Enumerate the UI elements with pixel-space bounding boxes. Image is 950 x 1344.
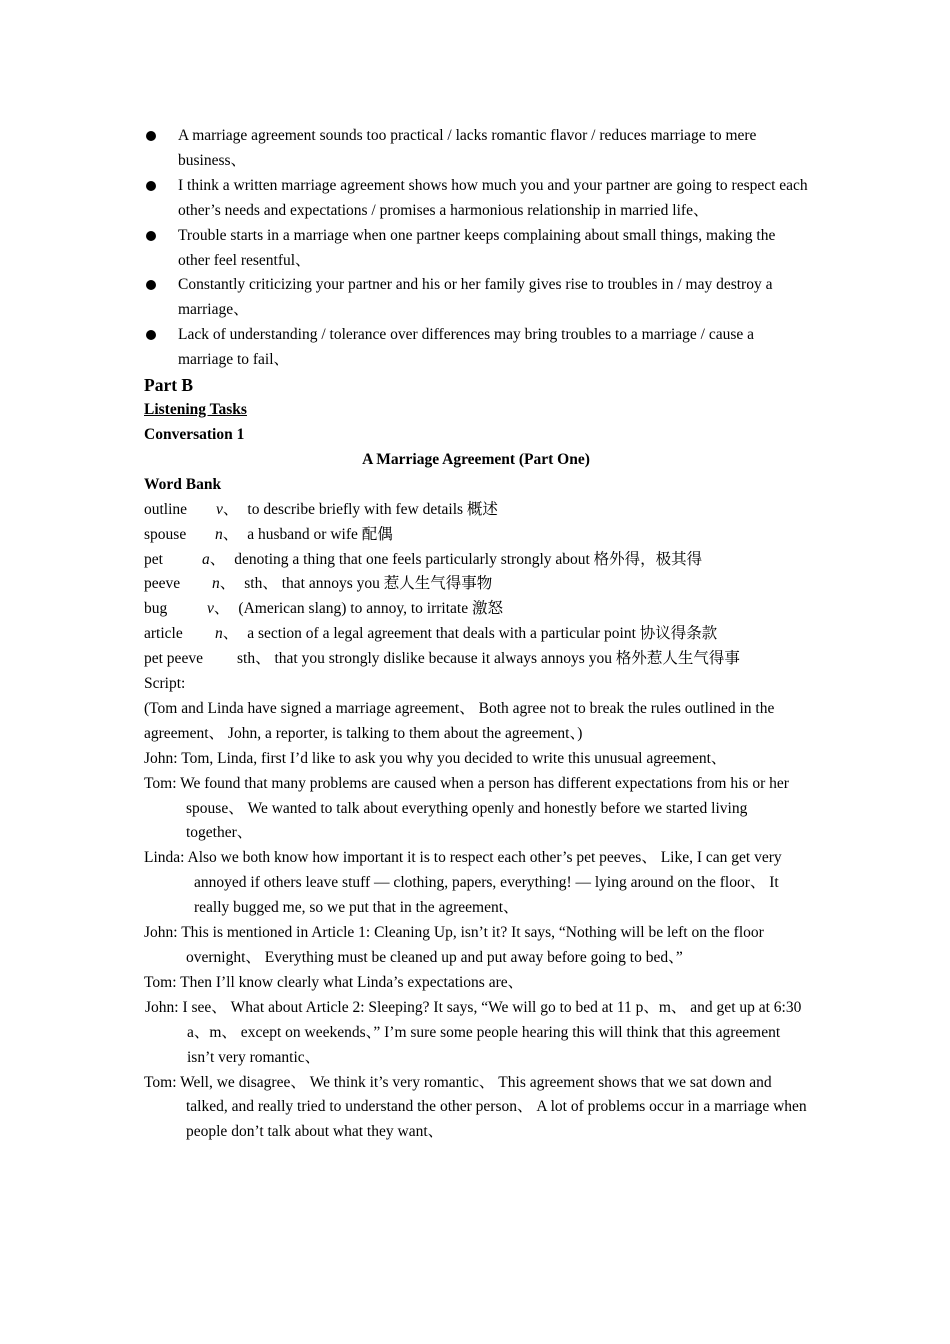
part-of-speech: v — [207, 600, 214, 618]
dialogue-line — [144, 1071, 808, 1146]
speaker: John: — [144, 749, 178, 767]
speaker: John: — [145, 998, 179, 1016]
bullet-dot-icon — [146, 131, 156, 141]
part-of-speech: n — [212, 575, 220, 593]
word-bank-entry: outline v 、 to describe briefly with few details 概述 — [144, 498, 808, 523]
dialogue-line — [144, 996, 808, 1071]
word-bank-entry: spouse n 、 a husband or wife 配偶 — [144, 523, 808, 548]
speaker: Tom: — [144, 1073, 177, 1091]
word-bank-entry: article n 、 a section of a legal agreement that deals with a particular point 协议得条款 — [144, 622, 808, 647]
utterance: Then I’ll know clearly what Linda’s expectations are、 — [180, 973, 524, 991]
part-heading: Part B — [144, 375, 194, 396]
bullet-dot-icon — [146, 330, 156, 340]
utterance: This is mentioned in Article 1: Cleaning Up, isn’t it? It says, “Nothing will be left on the floor overnight、 Everything must be cleaned up and put away before going to bed、” — [181, 924, 764, 966]
section-heading: Listening Tasks — [144, 401, 247, 419]
dialogue-line — [144, 846, 808, 921]
list-item: Constantly criticizing your partner and his or her family gives rise to troubles in / may destroy a marriage、 — [144, 273, 808, 323]
utterance: Tom, Linda, first I’d like to ask you why you decided to write this unusual agreement、 — [181, 749, 727, 767]
definition: to describe briefly with few details 概述 — [247, 500, 498, 518]
term: article — [144, 625, 183, 643]
speaker: Tom: — [144, 973, 177, 991]
bullet-dot-icon — [146, 231, 156, 241]
speaker: Linda: — [144, 849, 185, 867]
speaker: John: — [144, 924, 178, 942]
term: peeve — [144, 575, 181, 593]
definition: sth、 that you strongly dislike because it always annoys you 格外惹人生气得事 — [237, 650, 740, 668]
definition: denoting a thing that one feels particularly strongly about 格外得，极其得 — [234, 550, 703, 568]
definition: a husband or wife 配偶 — [247, 525, 393, 543]
bullet-dot-icon — [146, 280, 156, 290]
dialogue-line — [144, 772, 808, 847]
conversation-heading: Conversation 1 — [144, 425, 245, 443]
utterance: I see、 What about Article 2: Sleeping? It says, “We will go to bed at 11 p、m、 and get up at 6:30 a、m、 except on weekends、” I’m sure some people hearing this will think that this agreement isn’t very romantic、 — [182, 998, 802, 1066]
utterance: Well, we disagree、 We think it’s very romantic、 This agreement shows that we sat down and talked, and really tried to understand the other person、 A lot of problems occur in a marriage when people don’t talk about what they want、 — [180, 1073, 807, 1141]
speaker: Tom: — [144, 774, 177, 792]
list-item: Trouble starts in a marriage when one partner keeps complaining about small things, making the other feel resentful、 — [144, 224, 808, 274]
word-bank-entry: peeve n 、 sth、 that annoys you 惹人生气得事物 — [144, 572, 808, 597]
bullet-list — [144, 124, 808, 373]
word-bank-heading: Word Bank — [144, 475, 222, 493]
part-of-speech: n — [215, 525, 223, 543]
part-of-speech: v — [216, 500, 223, 518]
document-page — [144, 124, 808, 1145]
list-item: I think a written marriage agreement shows how much you and your partner are going to respect each other’s needs and expectations / promises a harmonious relationship in married life、 — [144, 174, 808, 224]
list-item: A marriage agreement sounds too practical / lacks romantic flavor / reduces marriage to mere business、 — [144, 124, 808, 174]
term: outline — [144, 500, 188, 518]
conversation-title: A Marriage Agreement (Part One) — [362, 450, 590, 468]
definition: a section of a legal agreement that deals with a particular point 协议得条款 — [247, 625, 718, 643]
utterance: Also we both know how important it is to respect each other’s pet peeves、 Like, I can get very annoyed if others leave stuff — clothing, papers, everything! — lying around on the floor、 It really bugged me, so we put that in the agreement、 — [187, 849, 782, 917]
bullet-dot-icon — [146, 181, 156, 191]
dialogue-line — [144, 747, 808, 772]
term: bug — [144, 600, 168, 618]
script-label: Script: — [144, 675, 186, 693]
script-intro: (Tom and Linda have signed a marriage agreement、 Both agree not to break the rules outlined in the agreement、 John, a reporter, is talking to them about the agreement、) — [144, 699, 775, 742]
part-of-speech: n — [215, 625, 223, 643]
term: pet — [144, 550, 163, 568]
word-bank-entry — [144, 647, 808, 672]
term: spouse — [144, 525, 187, 543]
part-of-speech: a — [202, 550, 210, 568]
utterance: We found that many problems are caused when a person has different expectations from his or her spouse、 We wanted to talk about everything openly and honestly before we started living together、 — [180, 774, 789, 842]
dialogue-line — [144, 921, 808, 971]
word-bank — [144, 498, 808, 672]
word-bank-entry: pet a 、 denoting a thing that one feels particularly strongly about 格外得，极其得 — [144, 548, 808, 573]
dialogue-line — [144, 971, 808, 996]
word-bank-entry: bug v 、 (American slang) to annoy, to irritate 激怒 — [144, 597, 808, 622]
definition: (American slang) to annoy, to irritate 激怒 — [238, 600, 503, 618]
list-item: Lack of understanding / tolerance over differences may bring troubles to a marriage / cause a marriage to fail、 — [144, 323, 808, 373]
term: pet peeve — [144, 650, 203, 668]
dialogue — [144, 747, 808, 1146]
definition: sth、 that annoys you 惹人生气得事物 — [244, 575, 493, 593]
